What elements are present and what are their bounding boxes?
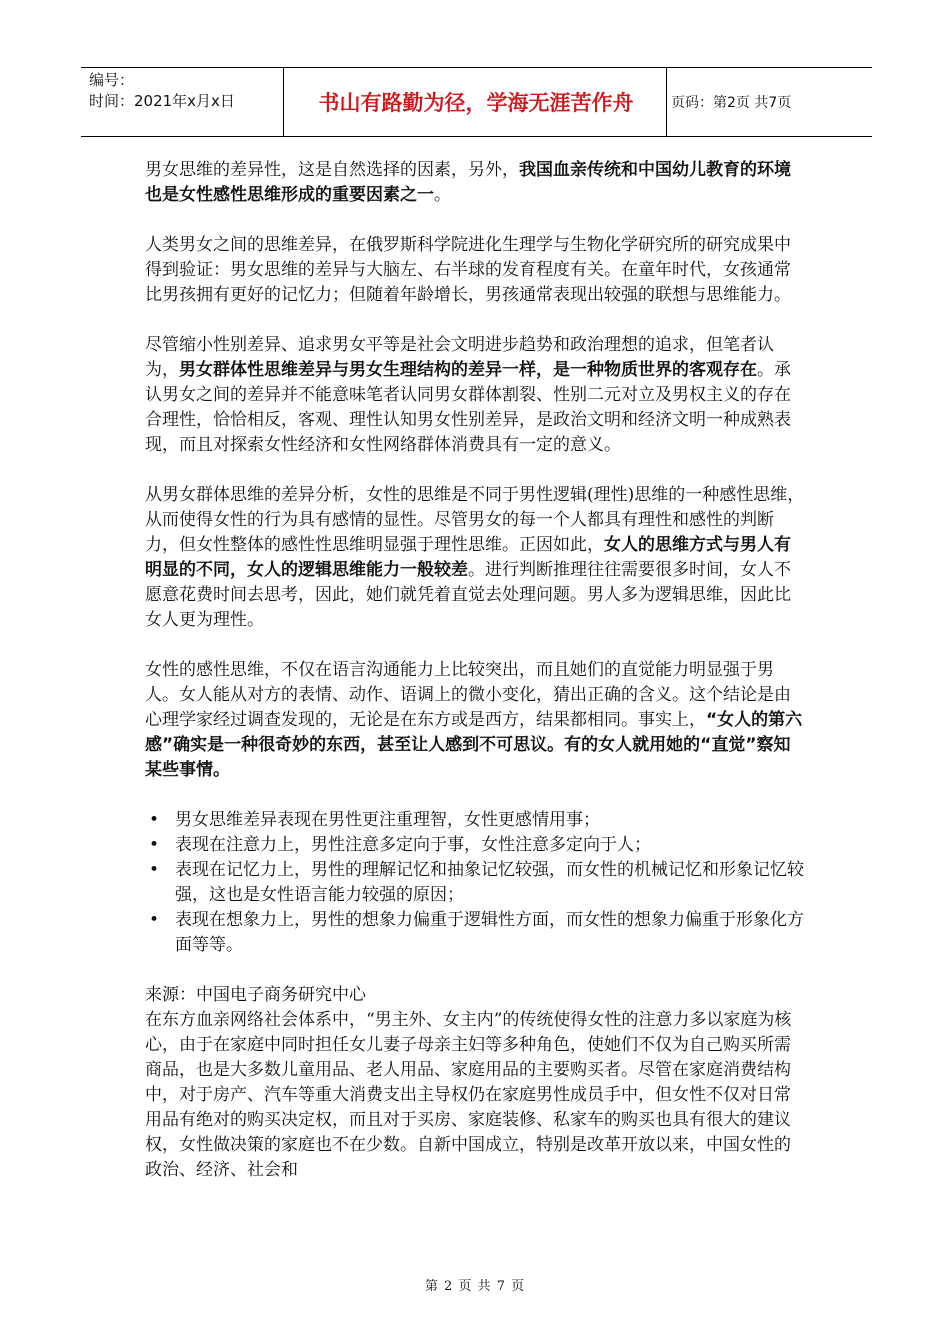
bullet-list [145,808,807,958]
bold-text-run: 男女群体性思维差异与男女生理结构的差异一样，是一种物质世界的客观存在 [179,360,757,380]
list-item [145,858,807,908]
text-run: 尽管缩小性别差异、追求男女平等是社会文明进步趋势和政治理想的追求，但笔者认为， [145,335,774,380]
final-paragraph: 在东方血亲网络社会体系中，“男主外、女主内”的传统使得女性的注意力多以家庭为核心，由于在家庭中同时担任女儿妻子母亲主妇等多种角色，使她们不仅为自己购买所需商品，也是大多数儿童用品、老人用品、家庭用品的主要购买者。尽管在家庭消费结构中，对于房产、汽车等重大消费支出主导权仍在家庭男性成员手中，但女性不仅对日常用品有绝对的购买决定权，而且对于买房、家庭装修、私家车的购买也具有很大的建议权，女性做决策的家庭也不在少数。自新中国成立，特别是改革开放以来，中国女性的政治、经济、社会和 [145,1010,792,1180]
header-motto: 书山有路勤为径，学海无涯苦作舟 [318,91,634,115]
document-number-label: 编号： [89,71,135,89]
list-item [145,833,807,858]
text-run: 男女思维的差异性，这是自然选择的因素，另外， [145,160,519,180]
bold-text-run: “女人的第六感”确实是一种很奇妙的东西，甚至让人感到不可思议。有的女人就用她的“直觉”察知某些事情。 [145,710,803,780]
bullet-icon: • [149,860,160,880]
bullet-icon: • [149,910,160,930]
header-page-info: 页码：第2页 共7页 [671,95,792,111]
bold-text-run: 女人的思维方式与男人有明显的不同，女人的逻辑思维能力一般较差 [145,535,791,580]
text-run: 。进行判断推理往往需要很多时间，女人不愿意花费时间去思考，因此，她们就凭着直觉去处理问题。男人多为逻辑思维，因此比女人更为理性。 [145,560,791,630]
text-run: 人类男女之间的思维差异，在俄罗斯科学院进化生理学与生物化学研究所的研究成果中得到验证：男女思维的差异与大脑左、右半球的发育程度有关。在童年时代，女孩通常比男孩拥有更好的记忆力；但随着年龄增长，男孩通常表现出较强的联想与思维能力。 [145,235,791,305]
document-body [145,158,807,1183]
text-run: 。 [434,185,451,205]
list-item-text: 表现在注意力上，男性注意多定向于事，女性注意多定向于人； [175,835,651,855]
header-meta [89,70,235,112]
bold-text-run: 我国血亲传统和中国幼儿教育的环境也是女性感性思维形成的重要因素之一 [145,160,791,205]
document-time: 时间：2021年x月x日 [89,92,235,110]
text-run: 从男女群体思维的差异分析，女性的思维是不同于男性逻辑(理性)思维的一种感性思维，从而使得女性的行为具有感情的显性。尽管男女的每一个人都具有理性和感性的判断力，但女性整体的感性性思维明显强于理性思维。正因如此， [145,485,805,555]
header-table [81,67,872,137]
list-item-text: 表现在记忆力上，男性的理解记忆和抽象记忆较强，而女性的机械记忆和形象记忆较强，这也是女性语言能力较强的原因； [175,860,804,905]
list-item [145,908,807,958]
paragraph-5 [145,658,807,783]
text-run: 。承认男女之间的差异并不能意味笔者认同男女群体割裂、性别二元对立及男权主义的存在合理性，恰恰相反，客观、理性认知男女性别差异，是政治文明和经济文明一种成熟表现，而且对探索女性经济和女性网络群体消费具有一定的意义。 [145,360,791,455]
bullet-icon: • [149,835,160,855]
page-footer: 第 2 页 共 7 页 [424,1279,526,1294]
header-divider [283,68,284,136]
paragraph-4 [145,483,807,633]
paragraph-2 [145,233,807,308]
bullet-icon: • [149,810,160,830]
paragraph-3 [145,333,807,458]
text-run: 女性的感性思维，不仅在语言沟通能力上比较突出，而且她们的直觉能力明显强于男人。女人能从对方的表情、动作、语调上的微小变化，猜出正确的含义。这个结论是由心理学家经过调查发现的，无论是在东方或是西方，结果都相同。事实上， [145,660,791,730]
list-item-text: 男女思维差异表现在男性更注重理智，女性更感情用事； [175,810,600,830]
list-item-text: 表现在想象力上，男性的想象力偏重于逻辑性方面，而女性的想象力偏重于形象化方面等等。 [175,910,804,955]
header-divider [666,68,667,136]
source-line: 来源：中国电子商务研究中心 [145,985,366,1005]
paragraph-1 [145,158,807,208]
list-item [145,808,807,833]
